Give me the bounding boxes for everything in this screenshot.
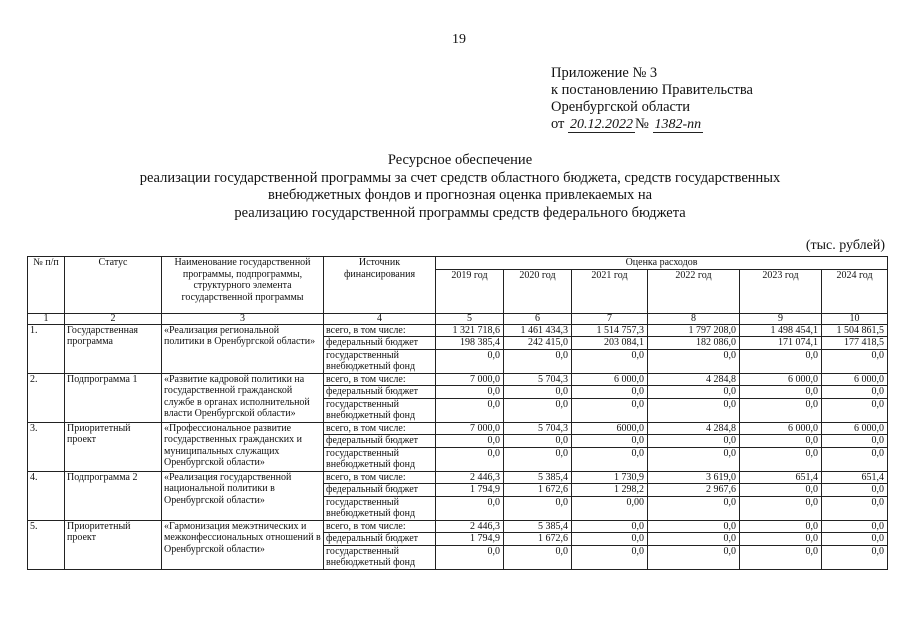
amount-cell: 0,0: [436, 349, 504, 373]
amount-cell: 0,0: [504, 435, 572, 448]
appendix-line-1: Приложение № 3: [551, 65, 658, 81]
header-year: 2021 год: [572, 269, 648, 313]
number-label: №: [635, 116, 649, 132]
header-num: № п/п: [28, 257, 65, 314]
amount-cell: 6 000,0: [740, 422, 822, 435]
row-status: Государственная программа: [65, 324, 162, 373]
funding-source: государственный внебюджетный фонд: [324, 545, 436, 569]
row-number: 2.: [28, 373, 65, 422]
amount-cell: 1 514 757,3: [572, 324, 648, 337]
amount-cell: 0,0: [436, 398, 504, 422]
row-program-name: «Реализация региональной политики в Оренбургской области»: [162, 324, 324, 373]
funding-source: всего, в том числе:: [324, 471, 436, 484]
amount-cell: 0,0: [572, 398, 648, 422]
units-note: (тыс. рублей): [805, 238, 885, 253]
amount-cell: 5 704,3: [504, 373, 572, 386]
amount-cell: 0,0: [648, 496, 740, 520]
row-status: Подпрограмма 2: [65, 471, 162, 520]
amount-cell: 0,0: [648, 447, 740, 471]
funding-source: всего, в том числе:: [324, 324, 436, 337]
amount-cell: 1 504 861,5: [822, 324, 888, 337]
header-name: Наименование государственной программы, подпрограммы, структурного элемента государственной программы: [162, 257, 324, 314]
amount-cell: 0,0: [740, 520, 822, 533]
funding-source: федеральный бюджет: [324, 337, 436, 350]
table-row: [28, 373, 888, 386]
amount-cell: 6 000,0: [740, 373, 822, 386]
table-row: [28, 422, 888, 435]
appendix-line-3: Оренбургской области: [551, 99, 691, 115]
handwritten-number: 1382-пп: [654, 117, 702, 132]
amount-cell: 0,0: [740, 545, 822, 569]
table-body: [28, 324, 888, 569]
amount-cell: 1 672,6: [504, 484, 572, 497]
funding-source: всего, в том числе:: [324, 422, 436, 435]
funding-source: федеральный бюджет: [324, 484, 436, 497]
amount-cell: 0,0: [740, 398, 822, 422]
header-source: Источник финансирования: [324, 257, 436, 314]
page-number: 19: [452, 32, 466, 47]
amount-cell: 4 284,8: [648, 373, 740, 386]
amount-cell: 0,0: [822, 545, 888, 569]
amount-cell: 1 461 434,3: [504, 324, 572, 337]
index-cell: 9: [740, 313, 822, 324]
amount-cell: 0,0: [436, 447, 504, 471]
amount-cell: 0,0: [572, 386, 648, 399]
header-status: Статус: [65, 257, 162, 314]
amount-cell: 0,0: [504, 496, 572, 520]
row-program-name: «Профессиональное развитие государственных гражданских и муниципальных служащих Оренбургской области»: [162, 422, 324, 471]
amount-cell: 0,0: [648, 520, 740, 533]
amount-cell: 0,0: [822, 496, 888, 520]
amount-cell: 0,0: [740, 484, 822, 497]
header-year: 2023 год: [740, 269, 822, 313]
amount-cell: 1 794,9: [436, 484, 504, 497]
index-cell: 1: [28, 313, 65, 324]
amount-cell: 182 086,0: [648, 337, 740, 350]
amount-cell: 0,0: [436, 496, 504, 520]
header-year: 2022 год: [648, 269, 740, 313]
amount-cell: 0,0: [504, 398, 572, 422]
amount-cell: 0,0: [436, 435, 504, 448]
header-year: 2020 год: [504, 269, 572, 313]
amount-cell: 651,4: [822, 471, 888, 484]
amount-cell: 242 415,0: [504, 337, 572, 350]
index-cell: 4: [324, 313, 436, 324]
row-number: 3.: [28, 422, 65, 471]
amount-cell: 0,0: [648, 533, 740, 546]
amount-cell: 0,0: [648, 398, 740, 422]
title-line-2: реализации государственной программы за счет средств областного бюджета, средств государственных: [139, 169, 781, 186]
handwritten-date: 20.12.2022: [570, 117, 634, 132]
amount-cell: 0,0: [822, 398, 888, 422]
amount-cell: 177 418,5: [822, 337, 888, 350]
amount-cell: 1 730,9: [572, 471, 648, 484]
document-title: [60, 152, 860, 222]
amount-cell: 0,0: [572, 349, 648, 373]
amount-cell: 0,0: [572, 520, 648, 533]
appendix-line-2: к постановлению Правительства: [551, 82, 753, 98]
amount-cell: 1 498 454,1: [740, 324, 822, 337]
amount-cell: 0,0: [648, 545, 740, 569]
table-row: [28, 520, 888, 533]
amount-cell: 4 284,8: [648, 422, 740, 435]
amount-cell: 0,0: [436, 545, 504, 569]
resource-table: [27, 256, 888, 570]
row-status: Подпрограмма 1: [65, 373, 162, 422]
from-label: от: [551, 116, 565, 132]
amount-cell: 0,0: [648, 386, 740, 399]
table-row: [28, 324, 888, 337]
amount-cell: 5 385,4: [504, 471, 572, 484]
header-year: 2019 год: [436, 269, 504, 313]
amount-cell: 0,0: [436, 386, 504, 399]
amount-cell: 6 000,0: [822, 422, 888, 435]
amount-cell: 0,0: [822, 386, 888, 399]
amount-cell: 0,0: [822, 533, 888, 546]
index-cell: 6: [504, 313, 572, 324]
amount-cell: 0,0: [822, 349, 888, 373]
amount-cell: 0,0: [572, 435, 648, 448]
amount-cell: 6000,0: [572, 422, 648, 435]
title-line-3: внебюджетных фондов и прогнозная оценка привлекаемых на: [267, 187, 653, 203]
index-cell: 10: [822, 313, 888, 324]
row-number: 4.: [28, 471, 65, 520]
amount-cell: 171 074,1: [740, 337, 822, 350]
amount-cell: 5 704,3: [504, 422, 572, 435]
amount-cell: 6 000,0: [572, 373, 648, 386]
amount-cell: 2 446,3: [436, 471, 504, 484]
funding-source: государственный внебюджетный фонд: [324, 349, 436, 373]
title-line-1: Ресурсное обеспечение: [387, 152, 533, 168]
funding-source: всего, в том числе:: [324, 373, 436, 386]
amount-cell: 0,0: [822, 435, 888, 448]
funding-source: государственный внебюджетный фонд: [324, 398, 436, 422]
header-estimate: Оценка расходов: [436, 257, 888, 270]
amount-cell: 1 794,9: [436, 533, 504, 546]
funding-source: государственный внебюджетный фонд: [324, 496, 436, 520]
funding-source: федеральный бюджет: [324, 435, 436, 448]
index-cell: 2: [65, 313, 162, 324]
table-row: [28, 471, 888, 484]
row-program-name: «Реализация государственной национальной политики в Оренбургской области»: [162, 471, 324, 520]
appendix-header: [551, 65, 753, 133]
amount-cell: 0,0: [740, 533, 822, 546]
amount-cell: 3 619,0: [648, 471, 740, 484]
amount-cell: 1 797 208,0: [648, 324, 740, 337]
index-cell: 3: [162, 313, 324, 324]
amount-cell: 1 298,2: [572, 484, 648, 497]
amount-cell: 6 000,0: [822, 373, 888, 386]
amount-cell: 0,0: [648, 435, 740, 448]
amount-cell: 0,0: [572, 545, 648, 569]
amount-cell: 7 000,0: [436, 373, 504, 386]
funding-source: федеральный бюджет: [324, 386, 436, 399]
amount-cell: 203 084,1: [572, 337, 648, 350]
amount-cell: 1 321 718,6: [436, 324, 504, 337]
row-status: Приоритетный проект: [65, 422, 162, 471]
row-program-name: «Развитие кадровой политики на государственной гражданской службе в органах исполнительной власти Оренбургской области»: [162, 373, 324, 422]
index-cell: 5: [436, 313, 504, 324]
funding-source: всего, в том числе:: [324, 520, 436, 533]
amount-cell: 0,0: [504, 447, 572, 471]
amount-cell: 2 967,6: [648, 484, 740, 497]
amount-cell: 0,0: [572, 533, 648, 546]
amount-cell: 0,0: [740, 496, 822, 520]
title-line-4: реализацию государственной программы средств федерального бюджета: [234, 204, 686, 221]
amount-cell: 5 385,4: [504, 520, 572, 533]
amount-cell: 0,0: [740, 435, 822, 448]
amount-cell: 651,4: [740, 471, 822, 484]
amount-cell: 0,0: [822, 484, 888, 497]
funding-source: федеральный бюджет: [324, 533, 436, 546]
amount-cell: 198 385,4: [436, 337, 504, 350]
index-cell: 7: [572, 313, 648, 324]
amount-cell: 0,0: [504, 545, 572, 569]
funding-source: государственный внебюджетный фонд: [324, 447, 436, 471]
amount-cell: 7 000,0: [436, 422, 504, 435]
amount-cell: 0,00: [572, 496, 648, 520]
appendix-date-line: [551, 116, 753, 133]
amount-cell: 0,0: [572, 447, 648, 471]
row-number: 5.: [28, 520, 65, 569]
row-number: 1.: [28, 324, 65, 373]
row-status: Приоритетный проект: [65, 520, 162, 569]
amount-cell: 0,0: [740, 349, 822, 373]
amount-cell: 0,0: [504, 349, 572, 373]
header-year: 2024 год: [822, 269, 888, 313]
amount-cell: 0,0: [740, 447, 822, 471]
amount-cell: 2 446,3: [436, 520, 504, 533]
amount-cell: 0,0: [648, 349, 740, 373]
amount-cell: 0,0: [822, 520, 888, 533]
amount-cell: 0,0: [504, 386, 572, 399]
row-program-name: «Гармонизация межэтнических и межконфессиональных отношений в Оренбургской области»: [162, 520, 324, 569]
amount-cell: 0,0: [740, 386, 822, 399]
amount-cell: 0,0: [822, 447, 888, 471]
amount-cell: 1 672,6: [504, 533, 572, 546]
index-cell: 8: [648, 313, 740, 324]
